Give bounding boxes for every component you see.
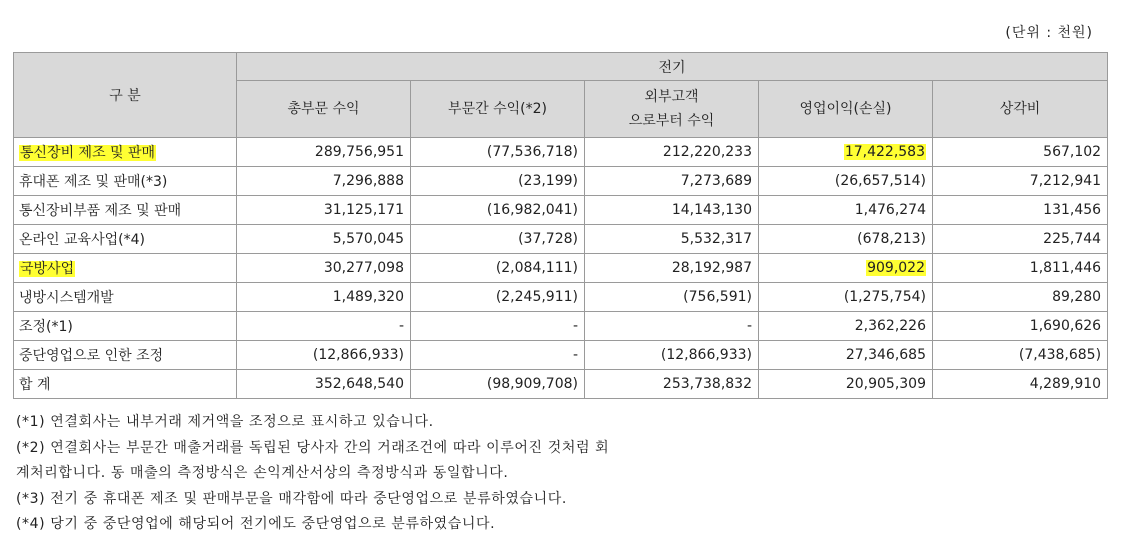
table-cell: 212,220,233 (585, 138, 759, 167)
row-label: 냉방시스템개발 (14, 283, 237, 312)
table-cell: (12,866,933) (237, 341, 411, 370)
column-header-line: 외부고객 (644, 89, 699, 105)
table-cell: (7,438,685) (933, 341, 1108, 370)
table-cell: (678,213) (759, 225, 933, 254)
table-row (14, 225, 1108, 254)
table-cell: 27,346,685 (759, 341, 933, 370)
row-label: 휴대폰 제조 및 판매(*3) (14, 167, 237, 196)
table-cell: (12,866,933) (585, 341, 759, 370)
table-cell: (1,275,754) (759, 283, 933, 312)
column-header-line: 영업이익(손실) (799, 101, 892, 117)
table-cell: (26,657,514) (759, 167, 933, 196)
row-header-cell: 구 분 (14, 53, 237, 138)
column-header-depreciation (933, 81, 1108, 138)
table-cell: 567,102 (933, 138, 1108, 167)
table-cell: - (237, 312, 411, 341)
footnote: (*1) 연결회사는 내부거래 제거액을 조정으로 표시하고 있습니다. (16, 414, 434, 430)
footnote: (*2) 연결회사는 부문간 매출거래를 독립된 당사자 간의 거래조건에 따라 이루어진 것처럼 회 (16, 439, 610, 456)
total-row (14, 370, 1108, 399)
table-cell: (2,084,111) (411, 254, 585, 283)
table-cell: 31,125,171 (237, 196, 411, 225)
table-cell: 131,456 (933, 196, 1108, 225)
table-cell: 14,143,130 (585, 196, 759, 225)
table-cell: - (411, 341, 585, 370)
row-label: 합 계 (14, 370, 237, 399)
table-cell: 289,756,951 (237, 138, 411, 167)
table-cell: (2,245,911) (411, 283, 585, 312)
table-cell: 2,362,226 (759, 312, 933, 341)
table-cell: 7,273,689 (585, 167, 759, 196)
unit-label: (단위 : 천원) (1005, 25, 1093, 41)
table-row (14, 283, 1108, 312)
column-header-line: 으로부터 수익 (628, 113, 715, 129)
table-cell: 89,280 (933, 283, 1108, 312)
highlighted-text: 통신장비 제조 및 판매 (20, 145, 156, 161)
highlighted-text: 909,022 (867, 260, 925, 276)
table-cell: - (411, 312, 585, 341)
table-cell: (23,199) (411, 167, 585, 196)
column-header-external-revenue (585, 81, 759, 138)
table-cell: 5,532,317 (585, 225, 759, 254)
table-cell: (77,536,718) (411, 138, 585, 167)
table-cell: 1,489,320 (237, 283, 411, 312)
column-header-line: 총부문 수익 (287, 101, 360, 117)
row-label: 조정(*1) (14, 312, 237, 341)
table-row (14, 138, 1108, 167)
table-cell: 352,648,540 (237, 370, 411, 399)
highlighted-text: 국방사업 (20, 261, 75, 277)
table-cell: 7,296,888 (237, 167, 411, 196)
row-label (14, 254, 237, 283)
column-header-total-revenue (237, 81, 411, 138)
footnotes (16, 410, 1116, 538)
table-cell: 1,690,626 (933, 312, 1108, 341)
segment-table (13, 52, 1108, 399)
row-label: 중단영업으로 인한 조정 (14, 341, 237, 370)
table-cell (759, 254, 933, 283)
table-row (14, 312, 1108, 341)
table-cell: 20,905,309 (759, 370, 933, 399)
table-cell: 1,811,446 (933, 254, 1108, 283)
table-cell: (37,728) (411, 225, 585, 254)
row-label (14, 138, 237, 167)
footnote: 계처리합니다. 동 매출의 측정방식은 손익계산서상의 측정방식과 동일합니다. (16, 465, 509, 481)
row-label: 온라인 교육사업(*4) (14, 225, 237, 254)
table-cell: 28,192,987 (585, 254, 759, 283)
table-cell: 1,476,274 (759, 196, 933, 225)
table-cell: 225,744 (933, 225, 1108, 254)
table-cell: 4,289,910 (933, 370, 1108, 399)
table-cell: 30,277,098 (237, 254, 411, 283)
table-cell: (756,591) (585, 283, 759, 312)
table-cell: 253,738,832 (585, 370, 759, 399)
column-header-line: 상각비 (999, 101, 1041, 117)
period-header: 전기 (237, 53, 1108, 81)
table-cell: - (585, 312, 759, 341)
highlighted-text: 17,422,583 (844, 144, 925, 160)
table-cell: (98,909,708) (411, 370, 585, 399)
table-cell (759, 138, 933, 167)
table-cell: 7,212,941 (933, 167, 1108, 196)
footnote: (*3) 전기 중 휴대폰 제조 및 판매부문을 매각함에 따라 중단영업으로 분류하였습니다. (16, 490, 567, 507)
table-cell: 5,570,045 (237, 225, 411, 254)
table-row (14, 167, 1108, 196)
table-row (14, 341, 1108, 370)
table-cell: (16,982,041) (411, 196, 585, 225)
column-header-operating-income (759, 81, 933, 138)
column-header-intersegment-revenue (411, 81, 585, 138)
table-row (14, 254, 1108, 283)
column-header-line: 부문간 수익(*2) (448, 101, 547, 117)
footnote: (*4) 당기 중 중단영업에 해당되어 전기에도 중단영업으로 분류하였습니다. (16, 516, 496, 532)
table-row (14, 196, 1108, 225)
row-label: 통신장비부품 제조 및 판매 (14, 196, 237, 225)
